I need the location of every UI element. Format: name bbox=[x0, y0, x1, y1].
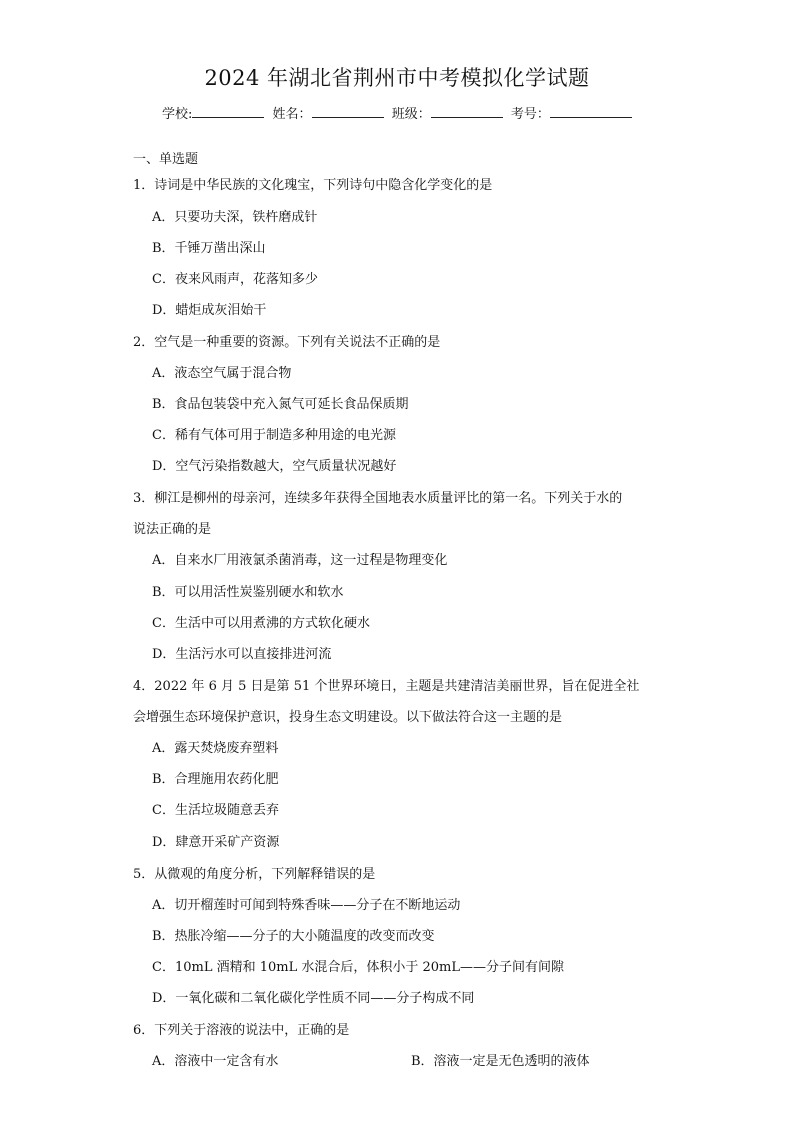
question-5-option-d: D．一氧化碳和二氧化碳化学性质不同——分子构成不同 bbox=[152, 991, 475, 1006]
question-3-option-d: D．生活污水可以直接排进河流 bbox=[152, 647, 332, 662]
name-label: 姓名： bbox=[272, 107, 312, 122]
question-2-stem: 2．空气是一种重要的资源。下列有关说法不正确的是 bbox=[133, 335, 441, 350]
question-1-option-d: D．蜡炬成灰泪始干 bbox=[152, 303, 267, 318]
question-6-stem: 6．下列关于溶液的说法中，正确的是 bbox=[133, 1023, 350, 1038]
class-label: 班级： bbox=[391, 107, 431, 122]
question-6-option-b: B．溶液一定是无色透明的液体 bbox=[411, 1054, 590, 1069]
question-4-option-a: A．露天焚烧废弃塑料 bbox=[152, 741, 279, 756]
question-5-option-a: A．切开榴莲时可闻到特殊香味——分子在不断地运动 bbox=[152, 898, 461, 913]
student-info-row bbox=[162, 104, 636, 124]
exam-number-label: 考号： bbox=[510, 107, 550, 122]
question-3-option-b: B．可以用活性炭鉴别硬水和软水 bbox=[152, 585, 344, 600]
question-4-stem-line-1: 4．2022 年 6 月 5 日是第 51 个世界环境日，主题是共建清洁美丽世界，旨在促进全社 bbox=[133, 679, 640, 694]
question-1-stem: 1．诗词是中华民族的文化瑰宝，下列诗句中隐含化学变化的是 bbox=[133, 178, 493, 193]
question-4-stem-line-2: 会增强生态环境保护意识，投身生态文明建设。以下做法符合这一主题的是 bbox=[133, 710, 563, 725]
question-3-option-a: A．自来水厂用液氯杀菌消毒，这一过程是物理变化 bbox=[152, 553, 448, 568]
question-5-option-b: B．热胀冷缩——分子的大小随温度的改变而改变 bbox=[152, 929, 435, 944]
question-5-stem: 5．从微观的角度分析，下列解释错误的是 bbox=[133, 867, 376, 882]
question-4-option-d: D．肆意开采矿产资源 bbox=[152, 835, 280, 850]
question-4-option-b: B．合理施用农药化肥 bbox=[152, 772, 279, 787]
exam-title: 2024 年湖北省荆州市中考模拟化学试题 bbox=[204, 66, 590, 90]
question-3-stem-line-1: 3．柳江是柳州的母亲河，连续多年获得全国地表水质量评比的第一名。下列关于水的 bbox=[133, 491, 623, 506]
question-4-option-c: C．生活垃圾随意丢弃 bbox=[152, 803, 279, 818]
question-2-option-b: B．食品包装袋中充入氮气可延长食品保质期 bbox=[152, 397, 409, 412]
school-label: 学校: bbox=[162, 107, 193, 122]
question-3-option-c: C．生活中可以用煮沸的方式软化硬水 bbox=[152, 616, 370, 631]
section-heading: 一、单选题 bbox=[133, 152, 199, 167]
question-2-option-d: D．空气污染指数越大，空气质量状况越好 bbox=[152, 459, 397, 474]
question-2-option-a: A．液态空气属于混合物 bbox=[152, 366, 292, 381]
school-blank bbox=[192, 104, 264, 118]
question-1-option-a: A．只要功夫深，铁杵磨成针 bbox=[152, 210, 318, 225]
question-6-option-a: A．溶液中一定含有水 bbox=[152, 1054, 279, 1069]
exam-number-blank bbox=[550, 104, 632, 118]
class-blank bbox=[431, 104, 503, 118]
question-3-stem-line-2: 说法正确的是 bbox=[133, 522, 212, 537]
question-1-option-c: C．夜来风雨声，花落知多少 bbox=[152, 272, 318, 287]
question-2-option-c: C．稀有气体可用于制造多种用途的电光源 bbox=[152, 428, 396, 443]
question-5-option-c: C．10mL 酒精和 10mL 水混合后，体积小于 20mL——分子间有间隙 bbox=[152, 960, 564, 975]
name-blank bbox=[312, 104, 384, 118]
question-1-option-b: B．千锤万凿出深山 bbox=[152, 241, 266, 256]
